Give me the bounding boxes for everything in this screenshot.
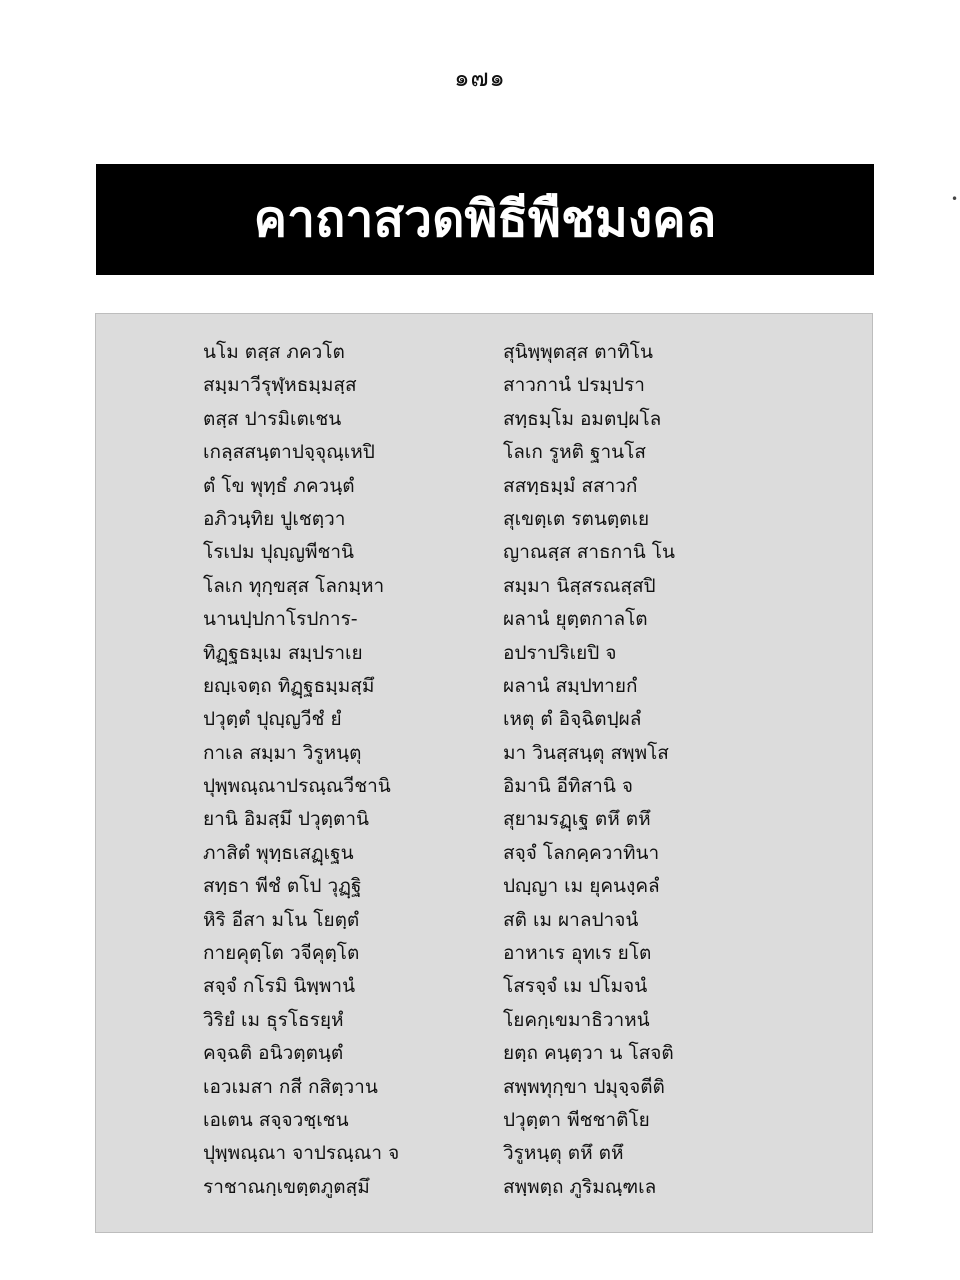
verse-line: เอเตน สจฺจวชฺเชน xyxy=(203,1108,349,1131)
verse-line: โสรจฺจํ เม ปโมจนํ xyxy=(503,975,648,998)
verse-line: มา วินสฺสนฺตุ สพฺพโส xyxy=(503,741,669,764)
verse-line: อิมานิ อีทิสานิ จ xyxy=(503,775,633,798)
verse-line: ผลานํ ยุตฺตกาลโต xyxy=(503,608,648,631)
verse-line: กาเล สมฺมา วิรูหนฺตุ xyxy=(203,741,362,764)
verse-line: เกลฺสสนฺตาปจฺจุณฺเหปิ xyxy=(203,441,375,464)
verse-line: วิริยํ เม ธุรโธรยฺหํ xyxy=(203,1008,344,1031)
verse-line: สทฺธา พีชํ ตโป วุฏฺฐิ xyxy=(203,875,362,898)
verse-line: ตสฺส ปารมิเตเชน xyxy=(203,407,342,430)
verse-line: สพฺพตฺถ ภูริมณฺฑเล xyxy=(503,1175,657,1198)
verse-line: วิรูหนฺตุ ตหึ ตหึ xyxy=(503,1142,624,1165)
verse-line: ปุพฺพณฺณา จาปรณฺณา จ xyxy=(203,1142,400,1165)
verse-line: สจฺจํ โลกคฺควาทินา xyxy=(503,841,660,864)
verse-line: เหตุ ตํ อิจฺฉิตปฺผลํ xyxy=(503,708,642,731)
verse-line: สทฺธมฺโม อมตปฺผโล xyxy=(503,407,662,430)
verse-line: สาวกานํ ปรมฺปรา xyxy=(503,374,645,397)
verse-line: สุนิพฺพุตสฺส ตาทิโน xyxy=(503,341,653,363)
verse-line: สติ เม ผาลปาจนํ xyxy=(503,908,639,931)
verse-line: โยคกฺเขมาธิวาหนํ xyxy=(503,1008,650,1031)
verse-line: ปญฺญา เม ยุคนงฺคลํ xyxy=(503,875,660,898)
verse-column-right xyxy=(503,336,675,1204)
verse-line: ราชาณกฺเขตฺตภูตสฺมึ xyxy=(203,1175,370,1198)
verse-line: ผลานํ สมฺปทายกํ xyxy=(503,674,638,697)
verse-line: สพฺพทุกฺขา ปมุจฺจตีติ xyxy=(503,1075,665,1098)
page-edge-mark: • xyxy=(951,192,959,206)
verse-line: ตํ โข พุทฺธํ ภควนฺตํ xyxy=(203,474,355,497)
verse-line: สมฺมาวีรุฬฺหธมฺมสฺส xyxy=(203,374,357,397)
verse-line: ยานิ อิมสฺมึ ปวุตฺตานิ xyxy=(203,808,369,831)
verse-line: อภิวนฺทิย ปูเชตฺวา xyxy=(203,507,346,530)
verse-line: นโม ตสฺส ภควโต xyxy=(203,341,345,363)
verse-line: โลเก ทุกฺขสฺส โลกมฺหา xyxy=(203,574,385,597)
verse-line: ทิฏฺฐธมฺเม สมฺปราเย xyxy=(203,641,363,664)
title-banner xyxy=(96,164,874,275)
page-title: คาถาสวดพิธีพืชมงคล xyxy=(253,190,717,248)
verse-line: สุยามรฏฺเฐ ตหึ ตหึ xyxy=(503,808,651,831)
verse-line: นานปฺปกาโรปการ- xyxy=(203,608,358,631)
chant-text-box xyxy=(95,313,873,1233)
verse-line: โลเก รูหติ ฐานโส xyxy=(503,441,646,464)
verse-line: ปวุตฺตํ ปุญฺญวีชํ ยํ xyxy=(203,708,342,731)
verse-line: ยตฺถ คนฺตฺวา น โสจติ xyxy=(503,1042,674,1065)
page-number: ๑๗๑ xyxy=(454,64,506,92)
verse-line: สมฺมา นิสฺสรณสฺสปิ xyxy=(503,574,656,597)
verse-line: กายคุตฺโต วจีคุตฺโต xyxy=(203,942,360,965)
verse-line: เอวเมสา กสี กสิตฺวาน xyxy=(203,1075,378,1098)
verse-line: หิริ อีสา มโน โยตฺตํ xyxy=(203,908,360,931)
verse-line: คจฺฉติ อนิวตฺตนฺตํ xyxy=(203,1042,344,1065)
verse-line: ยญฺเจตฺถ ทิฏฺฐธมฺมสฺมึ xyxy=(203,674,375,697)
verse-line: อาหาเร อุทเร ยโต xyxy=(503,942,652,965)
verse-line: ญาณสฺส สาธกานิ โน xyxy=(503,541,675,564)
verse-column-left xyxy=(203,336,399,1204)
verse-line: สุเขตฺเต รตนตฺตเย xyxy=(503,507,650,530)
verse-line: โรเปม ปุญฺญพีชานิ xyxy=(203,541,355,564)
verse-line: สสทฺธมฺมํ สสาวกํ xyxy=(503,474,638,497)
verse-line: ปุพฺพณฺณาปรณฺณวีชานิ xyxy=(203,775,391,798)
verse-line: ภาสิตํ พุทฺธเสฏฺเฐน xyxy=(203,841,354,864)
verse-line: สจฺจํ กโรมิ นิพฺพานํ xyxy=(203,975,356,998)
verse-line: ปวุตฺตา พีชชาติโย xyxy=(503,1108,650,1131)
verse-line: อปราปริเยปิ จ xyxy=(503,641,617,664)
